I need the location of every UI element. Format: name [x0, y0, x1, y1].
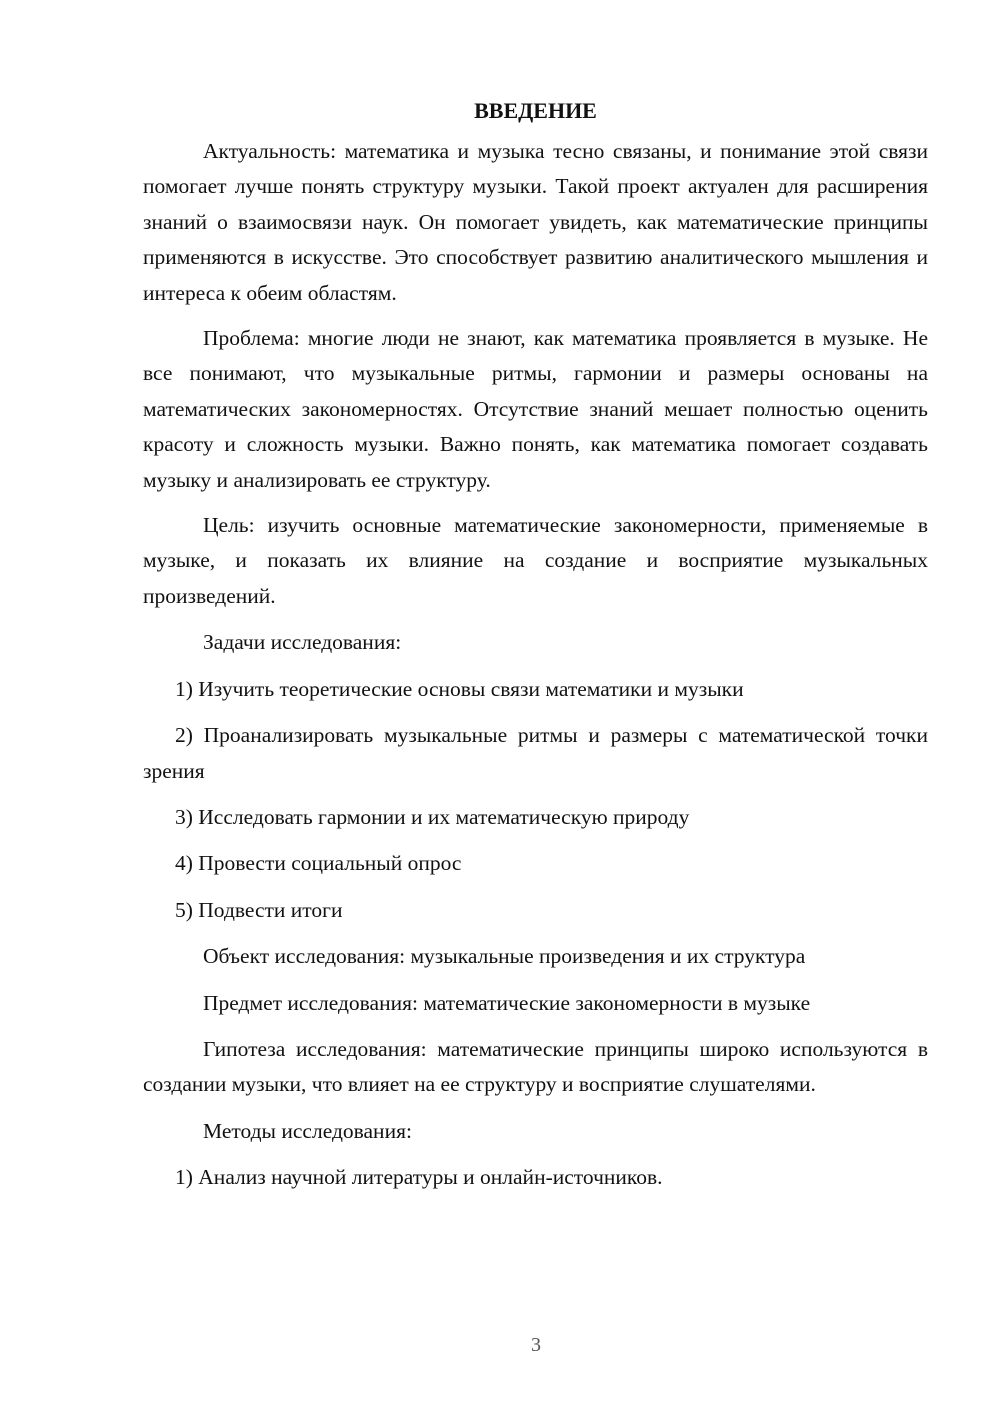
- goal-paragraph: Цель: изучить основные математические закономерности, применяемые в музыке, и показать их влияние на создание и восприятие музыкальных произведений.: [143, 513, 928, 608]
- relevance-paragraph: Актуальность: математика и музыка тесно связаны, и понимание этой связи помогает лучше понять структуру музыки. Такой проект актуален для расширения знаний о взаимосвязи наук. Он помогает увидеть, как математические принципы применяются в искусстве. Это способствует развитию аналитического мышления и интереса к обеим областям.: [143, 139, 928, 305]
- task-item: 2) Проанализировать музыкальные ритмы и размеры с математической точки зрения: [143, 723, 928, 783]
- task-item: 1) Изучить теоретические основы связи математики и музыки: [175, 676, 744, 701]
- research-object: Объект исследования: музыкальные произведения и их структура: [203, 944, 806, 969]
- method-item: 1) Анализ научной литературы и онлайн-источников.: [175, 1165, 663, 1190]
- task-item: 5) Подвести итоги: [175, 897, 343, 922]
- tasks-heading: Задачи исследования:: [203, 630, 402, 655]
- problem-paragraph: Проблема: многие люди не знают, как математика проявляется в музыке. Не все понимают, что музыкальные ритмы, гармонии и размеры основаны на математических закономерностях. Отсутствие знаний мешает полностью оценить красоту и сложность музыки. Важно понять, как математика помогает создавать музыку и анализировать ее структуру.: [143, 326, 928, 492]
- hypothesis-paragraph: Гипотеза исследования: математические принципы широко используются в создании музыки, что влияет на ее структуру и восприятие слушателями.: [143, 1036, 928, 1097]
- research-subject: Предмет исследования: математические закономерности в музыке: [203, 990, 811, 1015]
- page-number: 3: [531, 1334, 541, 1356]
- methods-heading: Методы исследования:: [203, 1118, 412, 1143]
- task-item: 3) Исследовать гармонии и их математическую природу: [175, 804, 690, 829]
- page-title: ВВЕДЕНИЕ: [474, 98, 597, 123]
- page-body: [143, 94, 928, 1196]
- task-item: 4) Провести социальный опрос: [175, 851, 462, 876]
